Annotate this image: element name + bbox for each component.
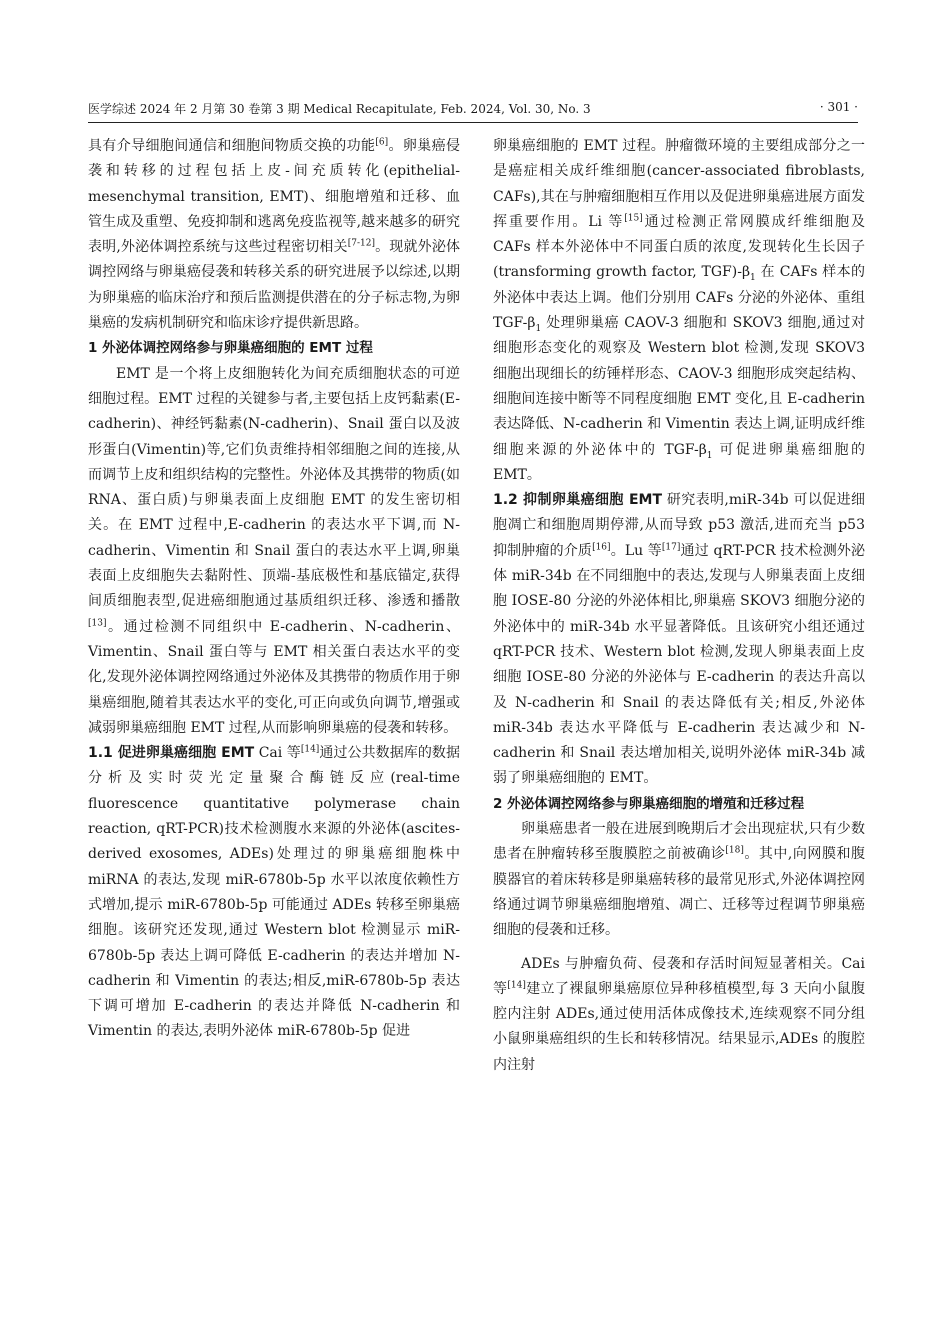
citation[interactable]: [16] [592,542,611,553]
emt-paragraph: EMT 是一个将上皮细胞转化为间充质细胞状态的可逆细胞过程。EMT 过程的关键参与者,主要包括上皮钙黏素(E-cadherin)、神经钙黏素(N-cadherin)、Snail 蛋白以及波形蛋白(Vimentin)等,它们负责维持相邻细胞之间的连接,从而调节上皮和组织结构的完整性。外泌体及其携带的物质(如 RNA、蛋白质)与卵巢表面上皮细胞 EMT 的发生密切相关。在 EMT 过程中,E-cadherin 的表达水平下调,而 N-cadherin、Vimentin 和 Snail 蛋白的表达水平上调,卵巢表面上皮细胞失去黏附性、顶端-基底极性和基底锚定,获得间质细胞表型,促进癌细胞通过基质组织迁移、渗透和播散[13]。通过检测不同组织中 E-cadherin、N-cadherin、Vimentin、Snail 蛋白等与 EMT 相关蛋白表达水平的变化,发现外泌体调控网络通过外泌体及其携带的物质作用于卵巢癌细胞,随着其表达水平的变化,可正向或负向调节,增强或减弱卵巢癌细胞 EMT 过程,从而影响卵巢癌的侵袭和转移。 [88,365,460,736]
citation[interactable]: [13] [88,617,107,628]
citation[interactable]: [7-12] [347,238,375,249]
section-heading-2: 2 外泌体调控网络参与卵巢癌细胞的增殖和迁移过程 [493,795,805,812]
citation[interactable]: [17] [661,542,681,553]
running-header [88,96,858,123]
caf-paragraph: 卵巢癌细胞的 EMT 过程。肿瘤微环境的主要组成部分之一是癌症相关成纤维细胞(cancer-associated fibroblasts, CAFs),其在与肿瘤细胞相互作用以及促进卵巢癌进展方面发挥重要作用。Li 等[15]通过检测正常网膜成纤维细胞及 CAFs 样本外泌体中不同蛋白质的浓度,发现转化生长因子(transforming growth factor, $TGF)-\beta_1$ 在 CAFs 样本的外泌体中表达上调。他们分别用 CAFs 分泌的外泌体、重组 TGF-$\beta_1$ 处理卵巢癌 CAOV-3 细胞和 SKOV3 细胞,通过对细胞形态变化的观察及 Western blot 检测,发现 SKOV3 细胞出现细长的纺锤样形态、CAOV-3 细胞形成突起结构、细胞间连接中断等不同程度细胞 EMT 变化,且 E-cadherin 表达降低、N-cadherin 和 Vimentin 表达上调,证明成纤维细胞来源的外泌体中的 TGF-$\beta_1$ 可促进卵巢癌细胞的 EMT。 [493,138,866,483]
subsection-1-1-paragraph: 1.1 促进卵巢癌细胞 EMT Cai 等[14]通过公共数据库的数据分析及实时荧光定量聚合酶链反应(real-time fluorescence quantitative polymerase chain reaction, qRT-PCR)技术检测腹水来源的外泌体(ascites-derived exosomes, ADEs)处理过的卵巢癌细胞株中 miRNA 的表达,发现 miR-6780b-5p 水平以浓度依赖性方式增加,提示 miR-6780b-5p 可能通过 ADEs 转移至卵巢癌细胞。该研究还发现,通过 Western blot 检测显示 miR-6780b-5p 表达上调可降低 E-cadherin 的表达并增加 N-cadherin 和 Vimentin 的表达;相反,miR-6780b-5p 表达下调可增加 E-cadherin 的表达并降低 N-cadherin 和 Vimentin 的表达,表明外泌体 miR-6780b-5p 促进 [88,744,461,1040]
citation[interactable]: [14] [507,980,526,991]
citation[interactable]: [18] [725,845,744,856]
page-number: · 301 · [819,100,858,114]
intro-paragraph: 具有介导细胞间通信和细胞间物质交换的功能[6]。卵巢癌侵袭和转移的过程包括上皮-间充质转化(epithelial-mesenchymal transition, EMT)、细胞增殖和迁移、血管生成及重塑、免疫抑制和逃离免疫监视等,越来越多的研究表明,外泌体调控系统与这些过程密切相关[7-12]。现就外泌体调控网络与卵巢癌侵袭和转移关系的研究进展予以综述,以期为卵巢癌的临床治疗和预后监测提供潜在的分子标志物,为卵巢癌的发病机制研究和临床诊疗提供新思路。 [88,137,461,332]
ades-paragraph: ADEs 与肿瘤负荷、侵袭和存活时间短显著相关。Cai 等[14]建立了裸鼠卵巢癌原位异种移植模型,每 3 天向小鼠腹腔内注射 ADEs,通过使用活体成像技术,连续观察不同分组小鼠卵巢癌组织的生长和转移情况。结果显示,ADEs 的腹腔内注射 [493,955,865,1073]
journal-citation: 医学综述 2024 年 2 月第 30 卷第 3 期 Medical Recapitulate, Feb. 2024, Vol. 30, No. 3 [88,102,591,116]
section-2-paragraph: 卵巢癌患者一般在进展到晚期后才会出现症状,只有少数患者在肿瘤转移至腹膜腔之前被确诊[18]。其中,向网膜和腹膜器官的着床转移是卵巢癌转移的最常见形式,外泌体调控网络通过调节卵巢癌细胞增殖、凋亡、迁移等过程调节卵巢癌细胞的侵袭和迁移。 [493,821,865,939]
right-column [493,134,865,1078]
citation[interactable]: [14] [300,744,320,755]
left-column [88,134,460,1045]
subsection-heading-1-1: 1.1 促进卵巢癌细胞 EMT [88,745,255,762]
section-heading-1: 1 外泌体调控网络参与卵巢癌细胞的 EMT 过程 [88,340,373,357]
subsection-heading-1-2: 1.2 抑制卵巢癌细胞 EMT [493,492,663,509]
citation[interactable]: [15] [624,213,643,224]
citation[interactable]: [6] [375,137,389,148]
subsection-1-2-paragraph: 1.2 抑制卵巢癌细胞 EMT 研究表明,miR-34b 可以促进细胞凋亡和细胞周期停滞,从而导致 p53 激活,进而充当 p53 抑制肿瘤的介质[16]。Lu 等[17]通过 qRT-PCR 技术检测外泌体 miR-34b 在不同细胞中的表达,发现与人卵巢表面上皮细胞 IOSE-80 分泌的外泌体相比,卵巢癌 SKOV3 细胞分泌的外泌体中的 miR-34b 水平显著降低。且该研究小组还通过 qRT-PCR 技术、Western blot 检测,发现人卵巢表面上皮细胞 IOSE-80 分泌的外泌体与 E-cadherin 的表达升高以及 N-cadherin 和 Snail 的表达降低有关;相反,外泌体 miR-34b 表达水平降低与 E-cadherin 表达减少和 N-cadherin 和 Snail 表达增加相关,说明外泌体 miR-34b 减弱了卵巢癌细胞的 EMT。 [493,492,866,787]
